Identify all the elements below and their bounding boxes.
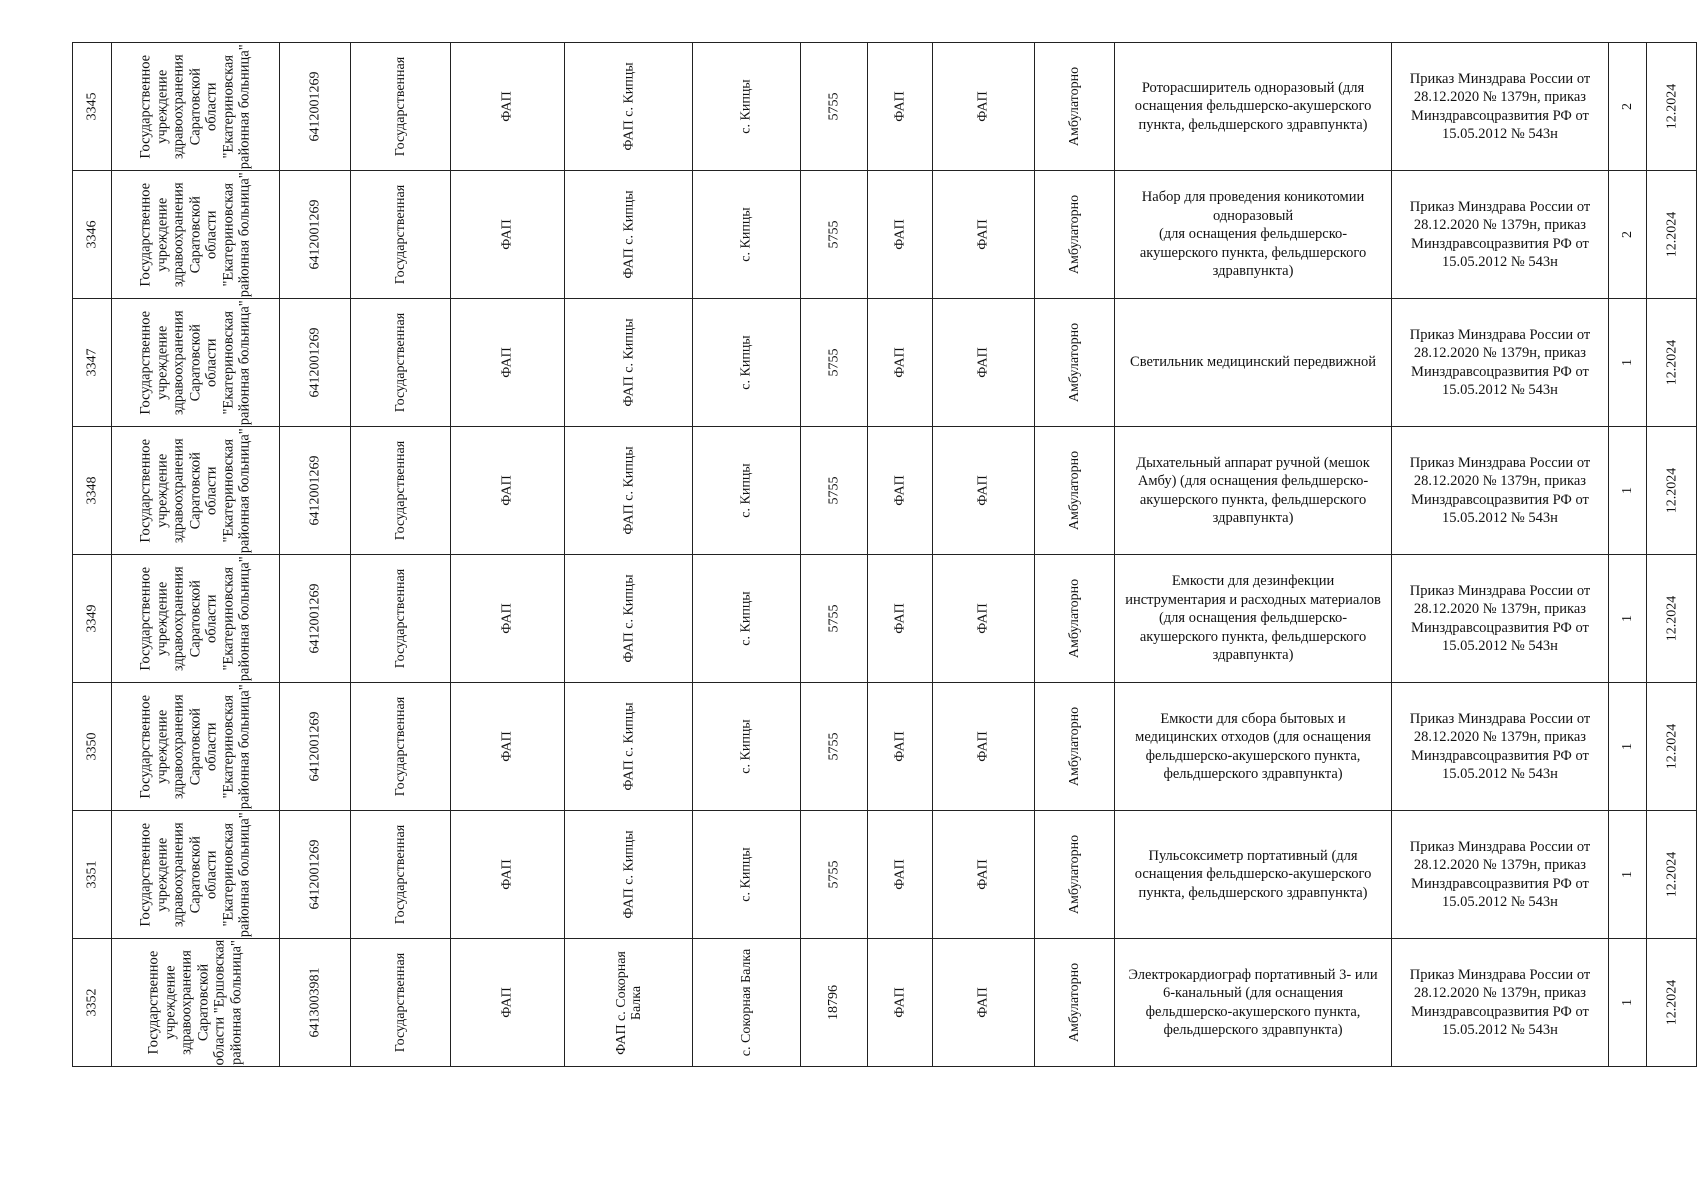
care-value: Амбулаторно: [1067, 450, 1083, 531]
basis-value: Приказ Минздрава России от 28.12.2020 № 1379н, приказ Минздравсоцразвития РФ от 15.05.2012 № 543н: [1409, 710, 1591, 782]
code-cell: [801, 43, 867, 171]
unit-name-cell: [565, 427, 692, 555]
type3-value: ФАП: [976, 219, 992, 250]
row-number-cell: [73, 939, 112, 1067]
unit-type-value: ФАП: [500, 731, 516, 762]
care-value: Амбулаторно: [1067, 322, 1083, 403]
code-cell: [801, 171, 867, 299]
date-cell: [1646, 299, 1696, 427]
unit-type-cell: [450, 939, 564, 1067]
qty-value: 1: [1619, 743, 1635, 750]
locality-value: с. Кипцы: [739, 847, 755, 902]
unit-type-cell: [450, 555, 564, 683]
type2-cell: [867, 171, 933, 299]
type2-cell: [867, 43, 933, 171]
item-value: Емкости для дезинфекции инструментария и расходных материалов (для оснащения фельдшерско-акушерского пункта, фельдшерского здравпункта): [1125, 573, 1381, 664]
unit-name-cell: [565, 171, 692, 299]
locality-cell: [692, 683, 800, 811]
code-cell: [801, 427, 867, 555]
date-cell: [1646, 555, 1696, 683]
unit-type-value: ФАП: [500, 219, 516, 250]
code-cell: [801, 683, 867, 811]
type3-cell: [933, 811, 1035, 939]
table-row: [73, 811, 1697, 939]
ownership-value: Государственная: [392, 312, 408, 413]
care-value: Амбулаторно: [1067, 834, 1083, 915]
qty-cell: [1609, 299, 1646, 427]
basis-cell: [1391, 299, 1608, 427]
unit-name-value: ФАП с. Сокорная Балка: [613, 950, 644, 1055]
type3-cell: [933, 43, 1035, 171]
organization-name: Государственное учреждение здравоохранения Саратовской области "Екатериновская районная больница": [137, 172, 253, 297]
care-value: Амбулаторно: [1067, 706, 1083, 787]
unit-type-cell: [450, 299, 564, 427]
type3-value: ФАП: [976, 987, 992, 1018]
row-number-cell: [73, 555, 112, 683]
locality-cell: [692, 299, 800, 427]
type2-value: ФАП: [892, 219, 908, 250]
inn-cell: [279, 427, 350, 555]
qty-cell: [1609, 171, 1646, 299]
row-number-cell: [73, 43, 112, 171]
inn-value: 6412001269: [307, 583, 323, 654]
row-number-cell: [73, 427, 112, 555]
ownership-value: Государственная: [392, 696, 408, 797]
table-row: [73, 299, 1697, 427]
type2-cell: [867, 939, 933, 1067]
item-value: Роторасширитель одноразовый (для оснащения фельдшерско-акушерского пункта, фельдшерского здравпункта): [1134, 79, 1372, 133]
care-cell: [1035, 939, 1115, 1067]
organization-name: Государственное учреждение здравоохранения Саратовской области "Екатериновская районная больница": [137, 300, 253, 425]
qty-value: 1: [1619, 615, 1635, 622]
organization-cell: [112, 427, 279, 555]
unit-name-cell: [565, 299, 692, 427]
qty-cell: [1609, 555, 1646, 683]
care-value: Амбулаторно: [1067, 194, 1083, 275]
locality-value: с. Кипцы: [739, 335, 755, 390]
care-cell: [1035, 427, 1115, 555]
organization-cell: [112, 555, 279, 683]
code-value: 5755: [826, 604, 842, 633]
care-value: Амбулаторно: [1067, 962, 1083, 1043]
locality-value: с. Кипцы: [739, 463, 755, 518]
ownership-value: Государственная: [392, 440, 408, 541]
unit-name-cell: [565, 811, 692, 939]
type2-value: ФАП: [892, 91, 908, 122]
locality-value: с. Сокорная Балка: [739, 948, 755, 1057]
type3-value: ФАП: [976, 603, 992, 634]
organization-cell: [112, 299, 279, 427]
qty-value: 1: [1619, 999, 1635, 1006]
code-value: 5755: [826, 860, 842, 889]
basis-value: Приказ Минздрава России от 28.12.2020 № 1379н, приказ Минздравсоцразвития РФ от 15.05.2012 № 543н: [1409, 582, 1591, 654]
date-cell: [1646, 43, 1696, 171]
inn-value: 6412001269: [307, 199, 323, 270]
qty-cell: [1609, 427, 1646, 555]
type3-value: ФАП: [976, 475, 992, 506]
ownership-value: Государственная: [392, 184, 408, 285]
organization-name: Государственное учреждение здравоохранения Саратовской области "Ершовская районная больница": [145, 939, 245, 1066]
unit-type-value: ФАП: [500, 91, 516, 122]
organization-cell: [112, 811, 279, 939]
locality-cell: [692, 427, 800, 555]
type3-cell: [933, 939, 1035, 1067]
item-cell: [1115, 939, 1392, 1067]
unit-type-value: ФАП: [500, 475, 516, 506]
care-cell: [1035, 811, 1115, 939]
unit-type-cell: [450, 683, 564, 811]
qty-cell: [1609, 811, 1646, 939]
locality-value: с. Кипцы: [739, 591, 755, 646]
qty-value: 1: [1619, 359, 1635, 366]
date-value: 12.2024: [1663, 83, 1679, 130]
item-value: Набор для проведения коникотомии одноразовый (для оснащения фельдшерско-акушерского пункта, фельдшерского здравпункта): [1139, 189, 1367, 280]
code-cell: [801, 811, 867, 939]
row-number-cell: [73, 811, 112, 939]
locality-cell: [692, 555, 800, 683]
basis-cell: [1391, 811, 1608, 939]
table-body: [73, 43, 1697, 1067]
row-number-cell: [73, 171, 112, 299]
item-value: Электрокардиограф портативный 3- или 6-канальный (для оснащения фельдшерско-акушерского пункта, фельдшерского здравпункта): [1128, 966, 1378, 1038]
inn-cell: [279, 299, 350, 427]
organization-cell: [112, 683, 279, 811]
unit-name-value: ФАП с. Кипцы: [621, 62, 637, 151]
unit-name-value: ФАП с. Кипцы: [621, 702, 637, 791]
date-value: 12.2024: [1663, 467, 1679, 514]
code-value: 5755: [826, 348, 842, 377]
date-cell: [1646, 939, 1696, 1067]
row-number: 3351: [84, 860, 100, 889]
item-cell: [1115, 171, 1392, 299]
care-cell: [1035, 43, 1115, 171]
locality-cell: [692, 171, 800, 299]
unit-type-cell: [450, 811, 564, 939]
unit-type-value: ФАП: [500, 347, 516, 378]
qty-value: 1: [1619, 871, 1635, 878]
organization-name: Государственное учреждение здравоохранения Саратовской области "Екатериновская районная больница": [137, 428, 253, 553]
unit-type-cell: [450, 427, 564, 555]
type3-value: ФАП: [976, 91, 992, 122]
basis-value: Приказ Минздрава России от 28.12.2020 № 1379н, приказ Минздравсоцразвития РФ от 15.05.2012 № 543н: [1409, 326, 1591, 398]
ownership-cell: [350, 683, 450, 811]
row-number-cell: [73, 683, 112, 811]
locality-cell: [692, 811, 800, 939]
row-number: 3345: [84, 92, 100, 121]
item-cell: [1115, 811, 1392, 939]
inn-cell: [279, 555, 350, 683]
item-value: Светильник медицинский передвижной: [1130, 354, 1376, 371]
type3-cell: [933, 555, 1035, 683]
ownership-cell: [350, 171, 450, 299]
unit-name-cell: [565, 939, 692, 1067]
unit-name-cell: [565, 683, 692, 811]
date-value: 12.2024: [1663, 851, 1679, 898]
table-row: [73, 43, 1697, 171]
locality-value: с. Кипцы: [739, 79, 755, 134]
care-cell: [1035, 683, 1115, 811]
locality-cell: [692, 939, 800, 1067]
organization-name: Государственное учреждение здравоохранения Саратовской области "Екатериновская районная больница": [137, 556, 253, 681]
type2-value: ФАП: [892, 731, 908, 762]
type2-cell: [867, 299, 933, 427]
type2-cell: [867, 427, 933, 555]
basis-value: Приказ Минздрава России от 28.12.2020 № 1379н, приказ Минздравсоцразвития РФ от 15.05.2012 № 543н: [1409, 966, 1591, 1038]
inn-value: 6412001269: [307, 711, 323, 782]
table-row: [73, 427, 1697, 555]
care-cell: [1035, 171, 1115, 299]
ownership-cell: [350, 299, 450, 427]
date-cell: [1646, 427, 1696, 555]
inn-cell: [279, 171, 350, 299]
qty-cell: [1609, 939, 1646, 1067]
organization-name: Государственное учреждение здравоохранения Саратовской области "Екатериновская районная больница": [137, 812, 253, 937]
date-value: 12.2024: [1663, 595, 1679, 642]
table-row: [73, 171, 1697, 299]
code-value: 5755: [826, 476, 842, 505]
type2-value: ФАП: [892, 859, 908, 890]
item-value: Емкости для сбора бытовых и медицинских отходов (для оснащения фельдшерско-акушерского пункта, фельдшерского здравпункта): [1135, 710, 1371, 782]
unit-name-value: ФАП с. Кипцы: [621, 830, 637, 919]
basis-value: Приказ Минздрава России от 28.12.2020 № 1379н, приказ Минздравсоцразвития РФ от 15.05.2012 № 543н: [1409, 838, 1591, 910]
item-cell: [1115, 683, 1392, 811]
ownership-cell: [350, 427, 450, 555]
unit-name-value: ФАП с. Кипцы: [621, 318, 637, 407]
date-cell: [1646, 683, 1696, 811]
table-row: [73, 683, 1697, 811]
date-cell: [1646, 811, 1696, 939]
basis-cell: [1391, 939, 1608, 1067]
basis-cell: [1391, 427, 1608, 555]
date-value: 12.2024: [1663, 979, 1679, 1026]
unit-type-cell: [450, 171, 564, 299]
inn-cell: [279, 939, 350, 1067]
row-number: 3349: [84, 604, 100, 633]
ownership-value: Государственная: [392, 56, 408, 157]
date-cell: [1646, 171, 1696, 299]
basis-value: Приказ Минздрава России от 28.12.2020 № 1379н, приказ Минздравсоцразвития РФ от 15.05.2012 № 543н: [1409, 198, 1591, 270]
ownership-cell: [350, 555, 450, 683]
organization-cell: [112, 171, 279, 299]
unit-type-value: ФАП: [500, 603, 516, 634]
locality-value: с. Кипцы: [739, 719, 755, 774]
type2-cell: [867, 811, 933, 939]
date-value: 12.2024: [1663, 723, 1679, 770]
qty-value: 1: [1619, 487, 1635, 494]
locality-cell: [692, 43, 800, 171]
ownership-value: Государственная: [392, 952, 408, 1053]
item-cell: [1115, 299, 1392, 427]
unit-type-cell: [450, 43, 564, 171]
inn-cell: [279, 683, 350, 811]
care-value: Амбулаторно: [1067, 578, 1083, 659]
item-cell: [1115, 43, 1392, 171]
type3-cell: [933, 683, 1035, 811]
unit-type-value: ФАП: [500, 987, 516, 1018]
organization-name: Государственное учреждение здравоохранения Саратовской области "Екатериновская районная больница": [137, 684, 253, 809]
type2-value: ФАП: [892, 603, 908, 634]
care-cell: [1035, 555, 1115, 683]
item-value: Пульсоксиметр портативный (для оснащения фельдшерско-акушерского пункта, фельдшерского здравпункта): [1134, 847, 1372, 901]
table-row: [73, 939, 1697, 1067]
table-row: [73, 555, 1697, 683]
row-number: 3347: [84, 348, 100, 377]
type2-value: ФАП: [892, 475, 908, 506]
type2-cell: [867, 555, 933, 683]
unit-name-value: ФАП с. Кипцы: [621, 574, 637, 663]
inn-value: 6412001269: [307, 455, 323, 526]
item-value: Дыхательный аппарат ручной (мешок Амбу) (для оснащения фельдшерско-акушерского пункта, фельдшерского здравпункта): [1136, 454, 1370, 526]
row-number: 3352: [84, 988, 100, 1017]
code-value: 18796: [826, 985, 842, 1020]
date-value: 12.2024: [1663, 339, 1679, 386]
type3-value: ФАП: [976, 859, 992, 890]
unit-name-cell: [565, 555, 692, 683]
unit-type-value: ФАП: [500, 859, 516, 890]
organization-cell: [112, 43, 279, 171]
unit-name-cell: [565, 43, 692, 171]
row-number: 3350: [84, 732, 100, 761]
type3-cell: [933, 299, 1035, 427]
qty-value: 2: [1619, 103, 1635, 110]
qty-value: 2: [1619, 231, 1635, 238]
qty-cell: [1609, 683, 1646, 811]
ownership-cell: [350, 811, 450, 939]
locality-value: с. Кипцы: [739, 207, 755, 262]
inn-cell: [279, 43, 350, 171]
type2-value: ФАП: [892, 347, 908, 378]
type2-value: ФАП: [892, 987, 908, 1018]
basis-cell: [1391, 683, 1608, 811]
basis-cell: [1391, 171, 1608, 299]
code-cell: [801, 299, 867, 427]
care-cell: [1035, 299, 1115, 427]
type3-cell: [933, 171, 1035, 299]
basis-value: Приказ Минздрава России от 28.12.2020 № 1379н, приказ Минздравсоцразвития РФ от 15.05.2012 № 543н: [1409, 454, 1591, 526]
care-value: Амбулаторно: [1067, 66, 1083, 147]
row-number: 3346: [84, 220, 100, 249]
unit-name-value: ФАП с. Кипцы: [621, 190, 637, 279]
inn-cell: [279, 811, 350, 939]
equipment-register-table: [72, 42, 1697, 1067]
basis-cell: [1391, 555, 1608, 683]
organization-cell: [112, 939, 279, 1067]
type3-value: ФАП: [976, 347, 992, 378]
qty-cell: [1609, 43, 1646, 171]
inn-value: 6412001269: [307, 71, 323, 142]
row-number: 3348: [84, 476, 100, 505]
row-number-cell: [73, 299, 112, 427]
code-cell: [801, 939, 867, 1067]
inn-value: 6413003981: [307, 967, 323, 1038]
code-value: 5755: [826, 220, 842, 249]
item-cell: [1115, 427, 1392, 555]
ownership-value: Государственная: [392, 824, 408, 925]
organization-name: Государственное учреждение здравоохранения Саратовской области "Екатериновская районная больница": [137, 44, 253, 169]
basis-cell: [1391, 43, 1608, 171]
type3-value: ФАП: [976, 731, 992, 762]
code-value: 5755: [826, 732, 842, 761]
inn-value: 6412001269: [307, 327, 323, 398]
item-cell: [1115, 555, 1392, 683]
ownership-value: Государственная: [392, 568, 408, 669]
inn-value: 6412001269: [307, 839, 323, 910]
date-value: 12.2024: [1663, 211, 1679, 258]
unit-name-value: ФАП с. Кипцы: [621, 446, 637, 535]
ownership-cell: [350, 43, 450, 171]
basis-value: Приказ Минздрава России от 28.12.2020 № 1379н, приказ Минздравсоцразвития РФ от 15.05.2012 № 543н: [1409, 70, 1591, 142]
type3-cell: [933, 427, 1035, 555]
type2-cell: [867, 683, 933, 811]
code-value: 5755: [826, 92, 842, 121]
ownership-cell: [350, 939, 450, 1067]
code-cell: [801, 555, 867, 683]
